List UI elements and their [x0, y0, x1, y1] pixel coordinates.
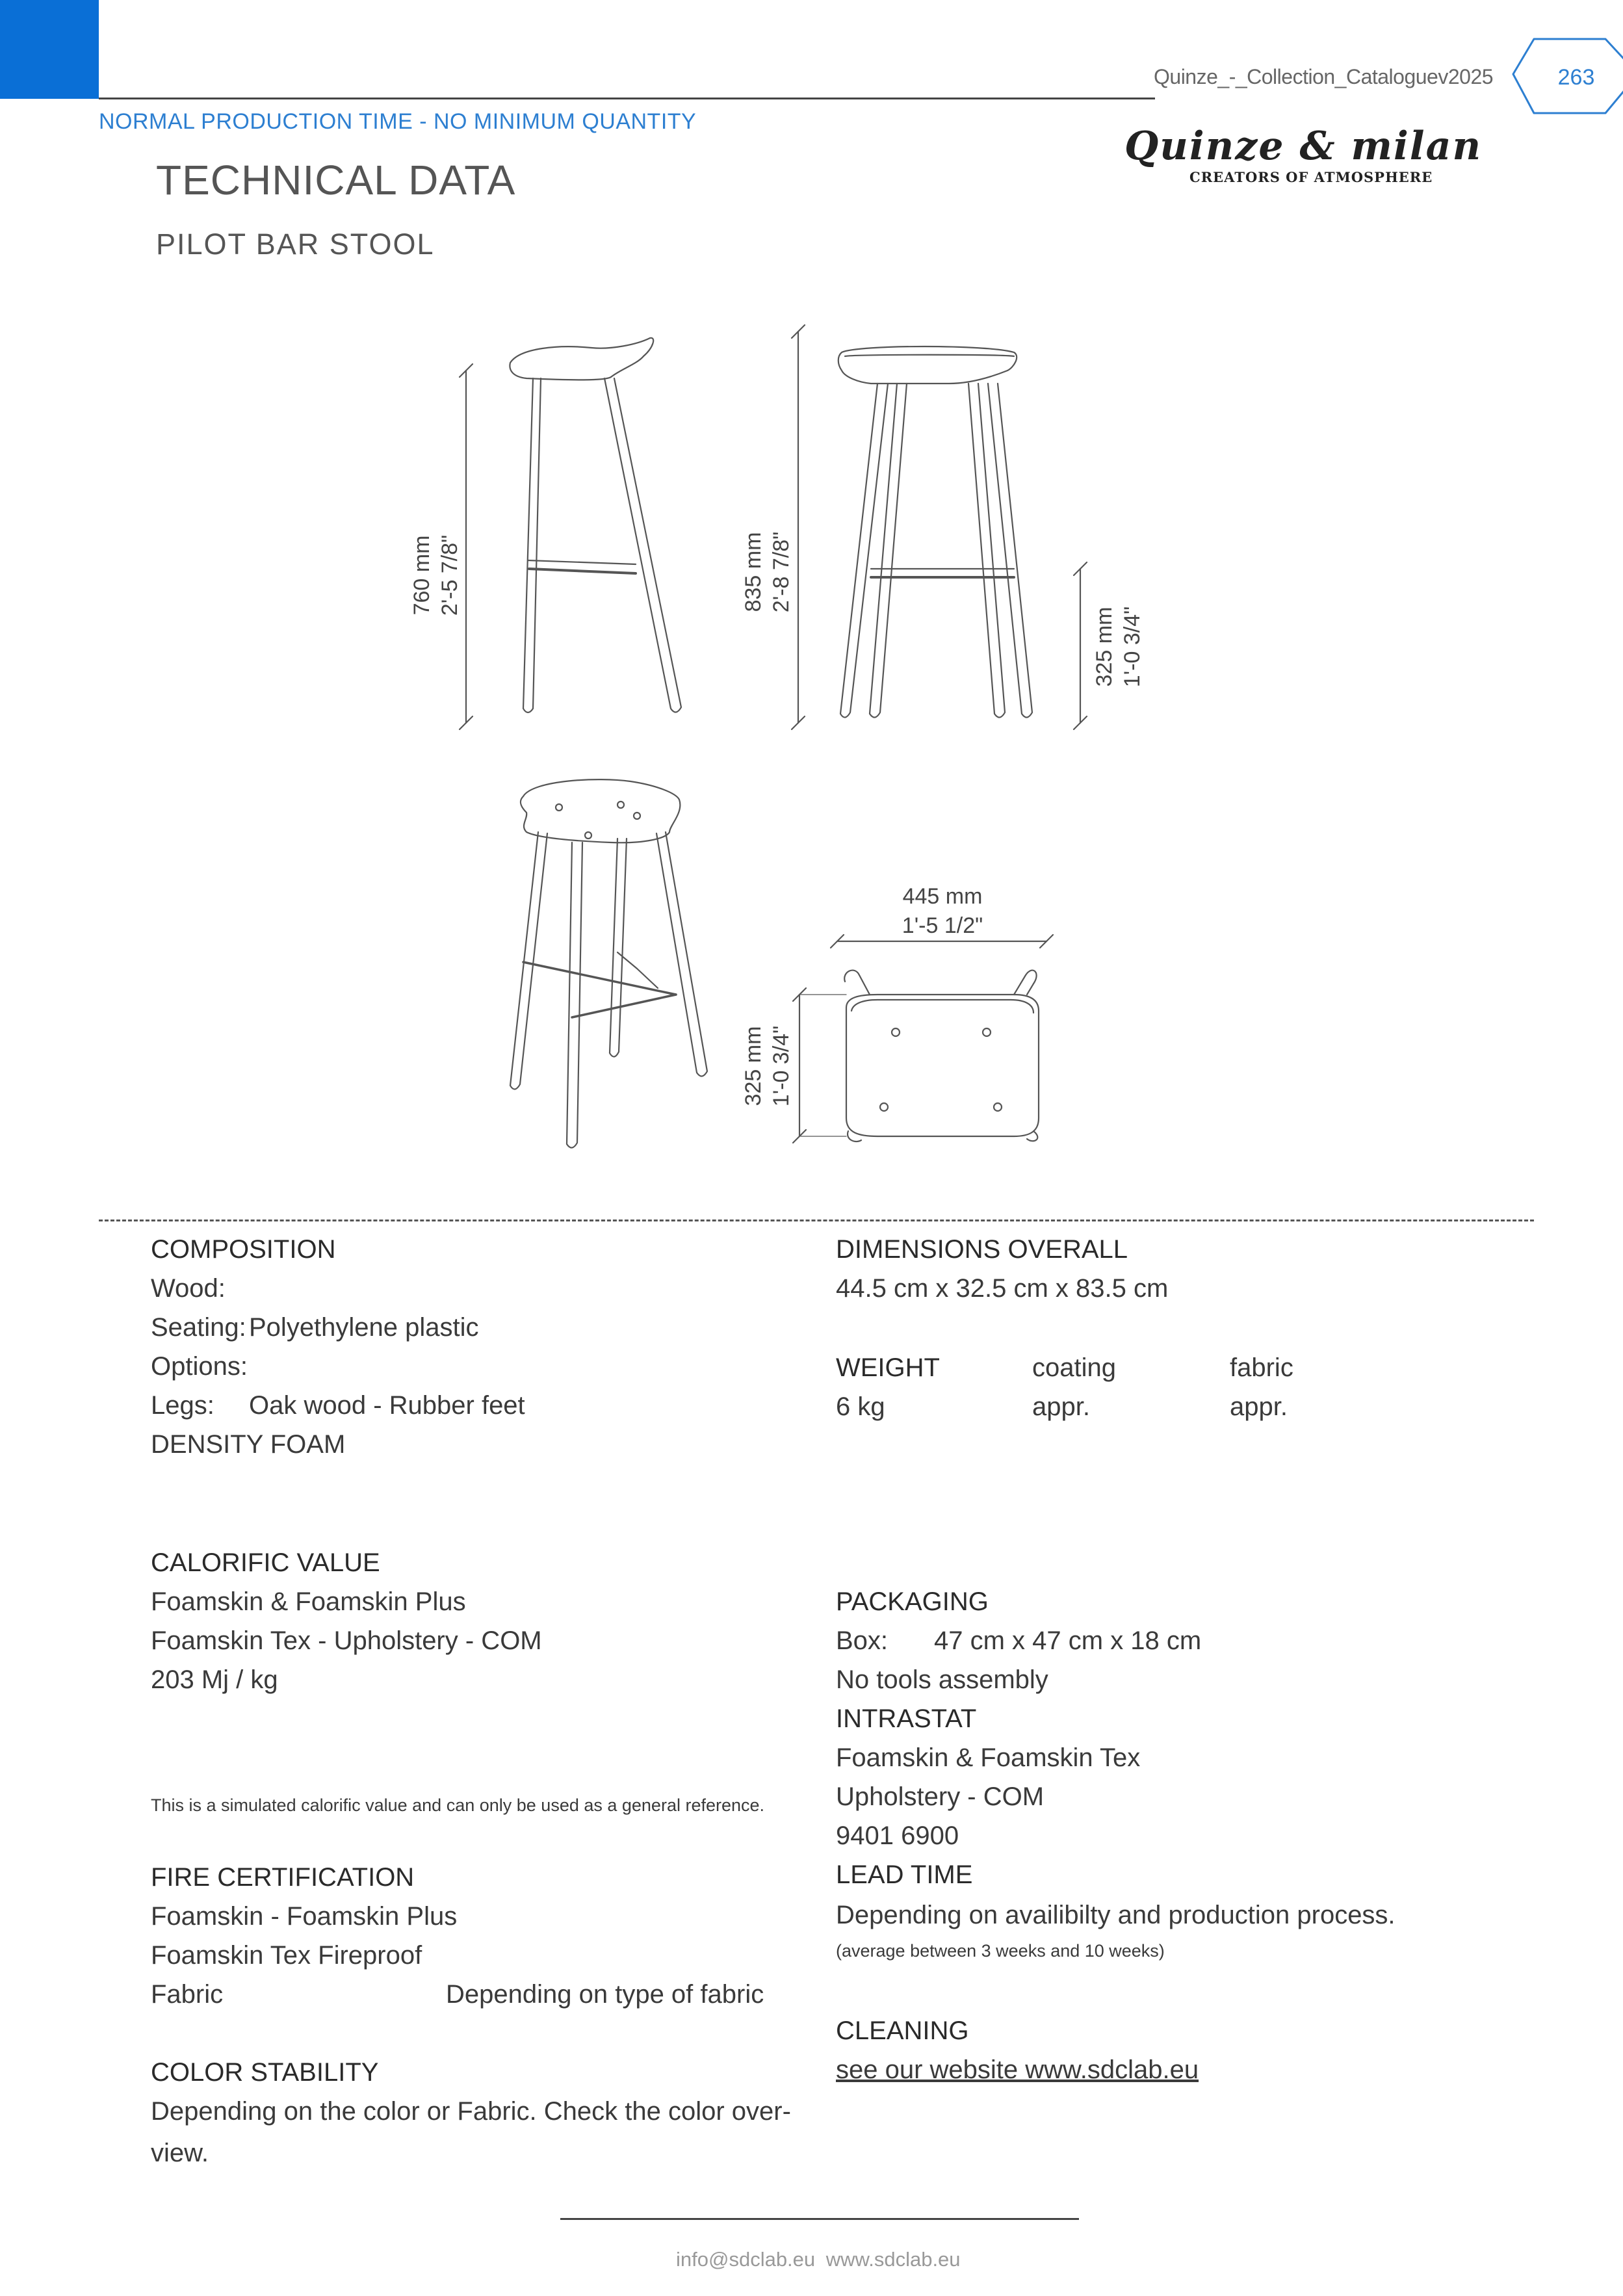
seating-value: Polyethylene plastic	[249, 1313, 479, 1342]
product-name: PILOT BAR STOOL	[156, 228, 435, 261]
front-height-mm-label: 835 mm	[741, 532, 766, 612]
intrastat-line-2: Upholstery - COM	[836, 1782, 1045, 1811]
composition-heading: COMPOSITION	[151, 1235, 336, 1264]
logo-tagline: CREATORS OF ATMOSPHERE	[1189, 169, 1433, 185]
page-number: 263	[1557, 65, 1595, 90]
side-view-drawing	[510, 338, 681, 712]
fire-fabric-label: Fabric	[151, 1980, 224, 2009]
color-stability-line-2: view.	[151, 2139, 209, 2167]
perspective-drawing	[510, 779, 707, 1147]
footer-rule	[560, 2218, 1079, 2220]
website-link[interactable]: see our website www.sdclab.eu	[836, 2055, 1199, 2084]
fire-line-1: Foamskin - Foamskin Plus	[151, 1902, 458, 1931]
top-view-drawing	[844, 971, 1039, 1141]
options-label: Options:	[151, 1352, 248, 1381]
intrastat-heading: INTRASTAT	[836, 1704, 977, 1733]
weight-value: 6 kg	[836, 1392, 885, 1421]
header-rule	[99, 98, 1155, 99]
logo-wordmark: Quinze & milan	[1124, 124, 1483, 169]
rail-height-mm-label: 325 mm	[1092, 607, 1117, 687]
side-height-mm-label: 760 mm	[409, 535, 434, 616]
legs-value: Oak wood - Rubber feet	[249, 1391, 525, 1420]
corner-block	[0, 0, 99, 99]
color-stability-line-1: Depending on the color or Fabric. Check the color over-	[151, 2097, 791, 2126]
fire-fabric-value: Depending on type of fabric	[446, 1980, 764, 2009]
rail-height-dimension	[1074, 562, 1087, 729]
page-title: TECHNICAL DATA	[156, 157, 516, 203]
catalogue-filename: Quinze_-_Collection_Cataloguev2025	[1154, 65, 1494, 88]
calorific-line-1: Foamskin & Foamskin Plus	[151, 1587, 466, 1616]
lead-time-line: Depending on availibilty and production process.	[836, 1901, 1396, 1929]
seating-label: Seating:	[151, 1313, 246, 1342]
calorific-note: This is a simulated calorific value and can only be used as a general reference.	[151, 1795, 765, 1815]
section-divider	[99, 1220, 1534, 1221]
side-height-in-label: 2'-5 7/8"	[437, 534, 462, 616]
footer-contact[interactable]: info@sdclab.eu www.sdclab.eu	[676, 2248, 961, 2271]
box-label: Box:	[836, 1626, 889, 1655]
intrastat-line-1: Foamskin & Foamskin Tex	[836, 1743, 1141, 1772]
production-note: NORMAL PRODUCTION TIME - NO MINIMUM QUANTITY	[99, 109, 697, 134]
top-width-in-label: 1'-5 1/2"	[902, 913, 983, 938]
lead-time-heading: LEAD TIME	[836, 1860, 973, 1889]
top-depth-in-label: 1'-0 3/4"	[769, 1025, 794, 1107]
brand-logo	[1124, 124, 1488, 185]
weight-fabric-label: fabric	[1230, 1353, 1293, 1382]
cleaning-heading: CLEANING	[836, 2016, 969, 2045]
box-value: 47 cm x 47 cm x 18 cm	[934, 1626, 1202, 1655]
calorific-line-2: Foamskin Tex - Upholstery - COM	[151, 1626, 542, 1655]
top-depth-mm-label: 325 mm	[741, 1026, 766, 1106]
dimensions-heading: DIMENSIONS OVERALL	[836, 1235, 1128, 1264]
calorific-heading: CALORIFIC VALUE	[151, 1548, 380, 1577]
rail-height-in-label: 1'-0 3/4"	[1120, 606, 1145, 688]
legs-label: Legs:	[151, 1391, 214, 1420]
weight-coating-label: coating	[1032, 1353, 1116, 1382]
front-height-in-label: 2'-8 7/8"	[769, 531, 794, 613]
fire-line-2: Foamskin Tex Fireproof	[151, 1941, 422, 1970]
weight-coating-value: appr.	[1032, 1392, 1090, 1421]
intrastat-code: 9401 6900	[836, 1821, 959, 1850]
front-view-drawing	[838, 346, 1032, 718]
fire-heading: FIRE CERTIFICATION	[151, 1863, 415, 1892]
top-depth-dimension	[793, 988, 846, 1143]
density-foam: DENSITY FOAM	[151, 1430, 346, 1459]
weight-label: WEIGHT	[836, 1353, 940, 1382]
dimensions-value: 44.5 cm x 32.5 cm x 83.5 cm	[836, 1274, 1169, 1303]
front-height-dimension	[792, 325, 805, 729]
packaging-heading: PACKAGING	[836, 1587, 989, 1616]
weight-fabric-value: appr.	[1230, 1392, 1288, 1421]
lead-time-note: (average between 3 weeks and 10 weeks)	[836, 1941, 1165, 1961]
top-width-mm-label: 445 mm	[902, 884, 983, 909]
wood-label: Wood:	[151, 1274, 226, 1303]
color-stability-heading: COLOR STABILITY	[151, 2058, 379, 2087]
calorific-value: 203 Mj / kg	[151, 1665, 278, 1694]
technical-drawings	[364, 319, 1235, 1177]
assembly-note: No tools assembly	[836, 1665, 1048, 1694]
